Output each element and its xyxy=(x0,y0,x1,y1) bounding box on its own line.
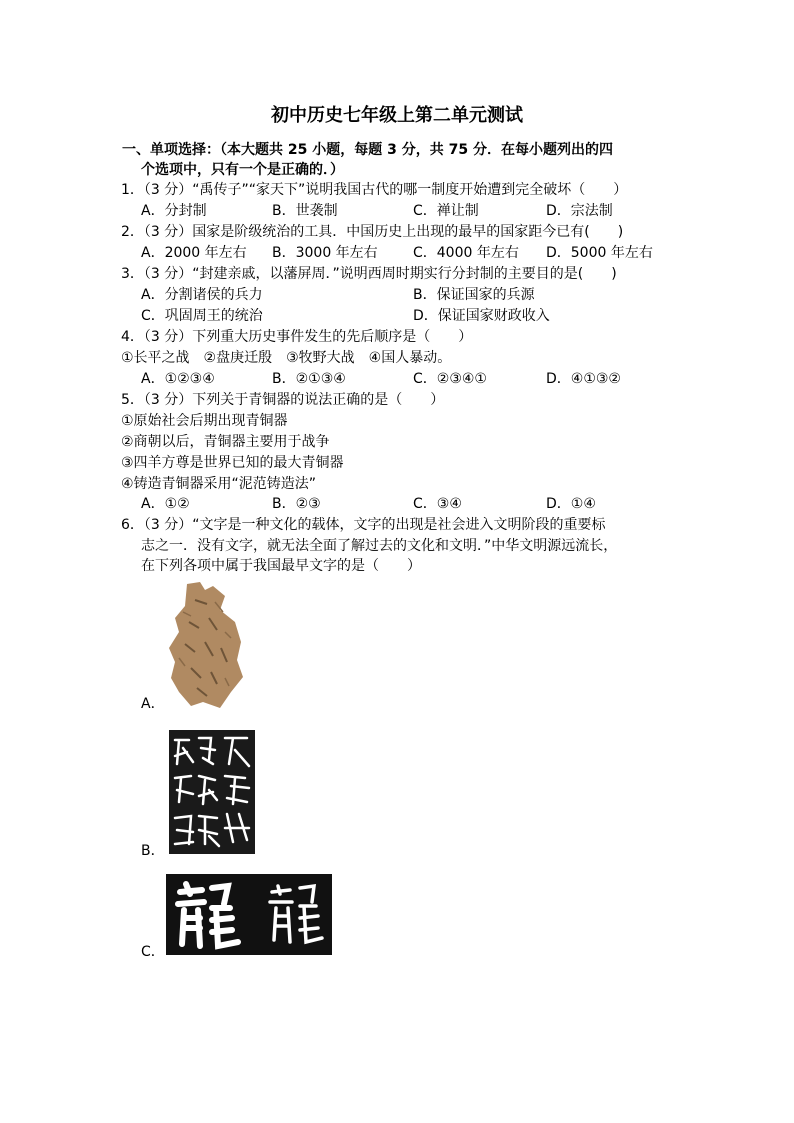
page-title: 初中历史七年级上第二单元测试 xyxy=(271,105,523,126)
question-3-option-c[interactable]: C．巩固周王的统治 xyxy=(141,308,263,324)
question-6-option-a[interactable]: A． xyxy=(141,696,165,712)
question-2-stem: 2．（3 分）国家是阶级统治的工具．中国历史上出现的最早的国家距今已有( ) xyxy=(121,224,624,240)
question-5-statement-4: ④铸造青铜器采用“泥范铸造法” xyxy=(121,476,317,492)
question-4-stem: 4．（3 分）下列重大历史事件发生的先后顺序是（ ） xyxy=(121,329,473,345)
question-4-events: ①长平之战 ②盘庚迁殷 ③牧野大战 ④国人暴动。 xyxy=(121,350,452,366)
question-4-option-c[interactable]: C．②③④① xyxy=(413,371,487,387)
question-1-option-a[interactable]: A．分封制 xyxy=(141,203,207,219)
question-5-option-b[interactable]: B．②③ xyxy=(272,496,321,512)
question-1-option-c[interactable]: C．禅让制 xyxy=(413,203,479,219)
question-3-stem: 3．（3 分）“封建亲戚，以藩屏周．”说明西周时期实行分封制的主要目的是( ) xyxy=(121,266,617,282)
section-header-line1: 一、单项选择：（本大题共 25 小题，每题 3 分，共 75 分．在每小题列出的四 xyxy=(122,142,613,158)
question-4-option-a[interactable]: A．①②③④ xyxy=(141,371,215,387)
question-5-statement-3: ③四羊方尊是世界已知的最大青铜器 xyxy=(121,455,344,471)
question-3-option-a[interactable]: A．分割诸侯的兵力 xyxy=(141,287,263,303)
question-2-option-c[interactable]: C．4000 年左右 xyxy=(413,245,519,261)
question-1-option-b[interactable]: B．世袭制 xyxy=(272,203,338,219)
question-5-statement-2: ②商朝以后，青铜器主要用于战争 xyxy=(121,434,330,450)
question-3-option-b[interactable]: B．保证国家的兵源 xyxy=(413,287,535,303)
question-6-stem-line3: 在下列各项中属于我国最早文字的是（ ） xyxy=(141,558,421,574)
question-4-option-d[interactable]: D．④①③② xyxy=(546,371,621,387)
question-6-option-c[interactable]: C． xyxy=(141,944,165,960)
question-4-option-b[interactable]: B．②①③④ xyxy=(272,371,346,387)
question-3-option-d[interactable]: D．保证国家财政收入 xyxy=(413,308,550,324)
question-6-stem-line1: 6．（3 分）“文字是一种文化的载体，文字的出现是社会进入文明阶段的重要标 xyxy=(121,517,606,533)
question-5-statement-1: ①原始社会后期出现青铜器 xyxy=(121,413,288,429)
question-5-option-c[interactable]: C．③④ xyxy=(413,496,462,512)
question-2-option-b[interactable]: B．3000 年左右 xyxy=(272,245,378,261)
question-5-option-a[interactable]: A．①② xyxy=(141,496,190,512)
calligraphy-dragon-image[interactable] xyxy=(166,874,332,955)
question-5-stem: 5．（3 分）下列关于青铜器的说法正确的是（ ） xyxy=(121,392,445,408)
question-5-option-d[interactable]: D．①④ xyxy=(546,496,596,512)
question-1-stem: 1．（3 分）“禹传子”“家天下”说明我国古代的哪一制度开始遭到完全破坏（ ） xyxy=(121,182,628,198)
oracle-bone-image[interactable] xyxy=(165,582,245,710)
question-2-option-a[interactable]: A．2000 年左右 xyxy=(141,245,247,261)
question-6-stem-line2: 志之一．没有文字，就无法全面了解过去的文化和文明．”中华文明源远流长， xyxy=(141,538,618,554)
section-header-line2: 个选项中，只有一个是正确的．） xyxy=(141,162,344,178)
question-1-option-d[interactable]: D．宗法制 xyxy=(546,203,613,219)
seal-script-image[interactable] xyxy=(169,730,255,854)
question-6-option-b[interactable]: B． xyxy=(141,843,165,859)
question-2-option-d[interactable]: D．5000 年左右 xyxy=(546,245,653,261)
